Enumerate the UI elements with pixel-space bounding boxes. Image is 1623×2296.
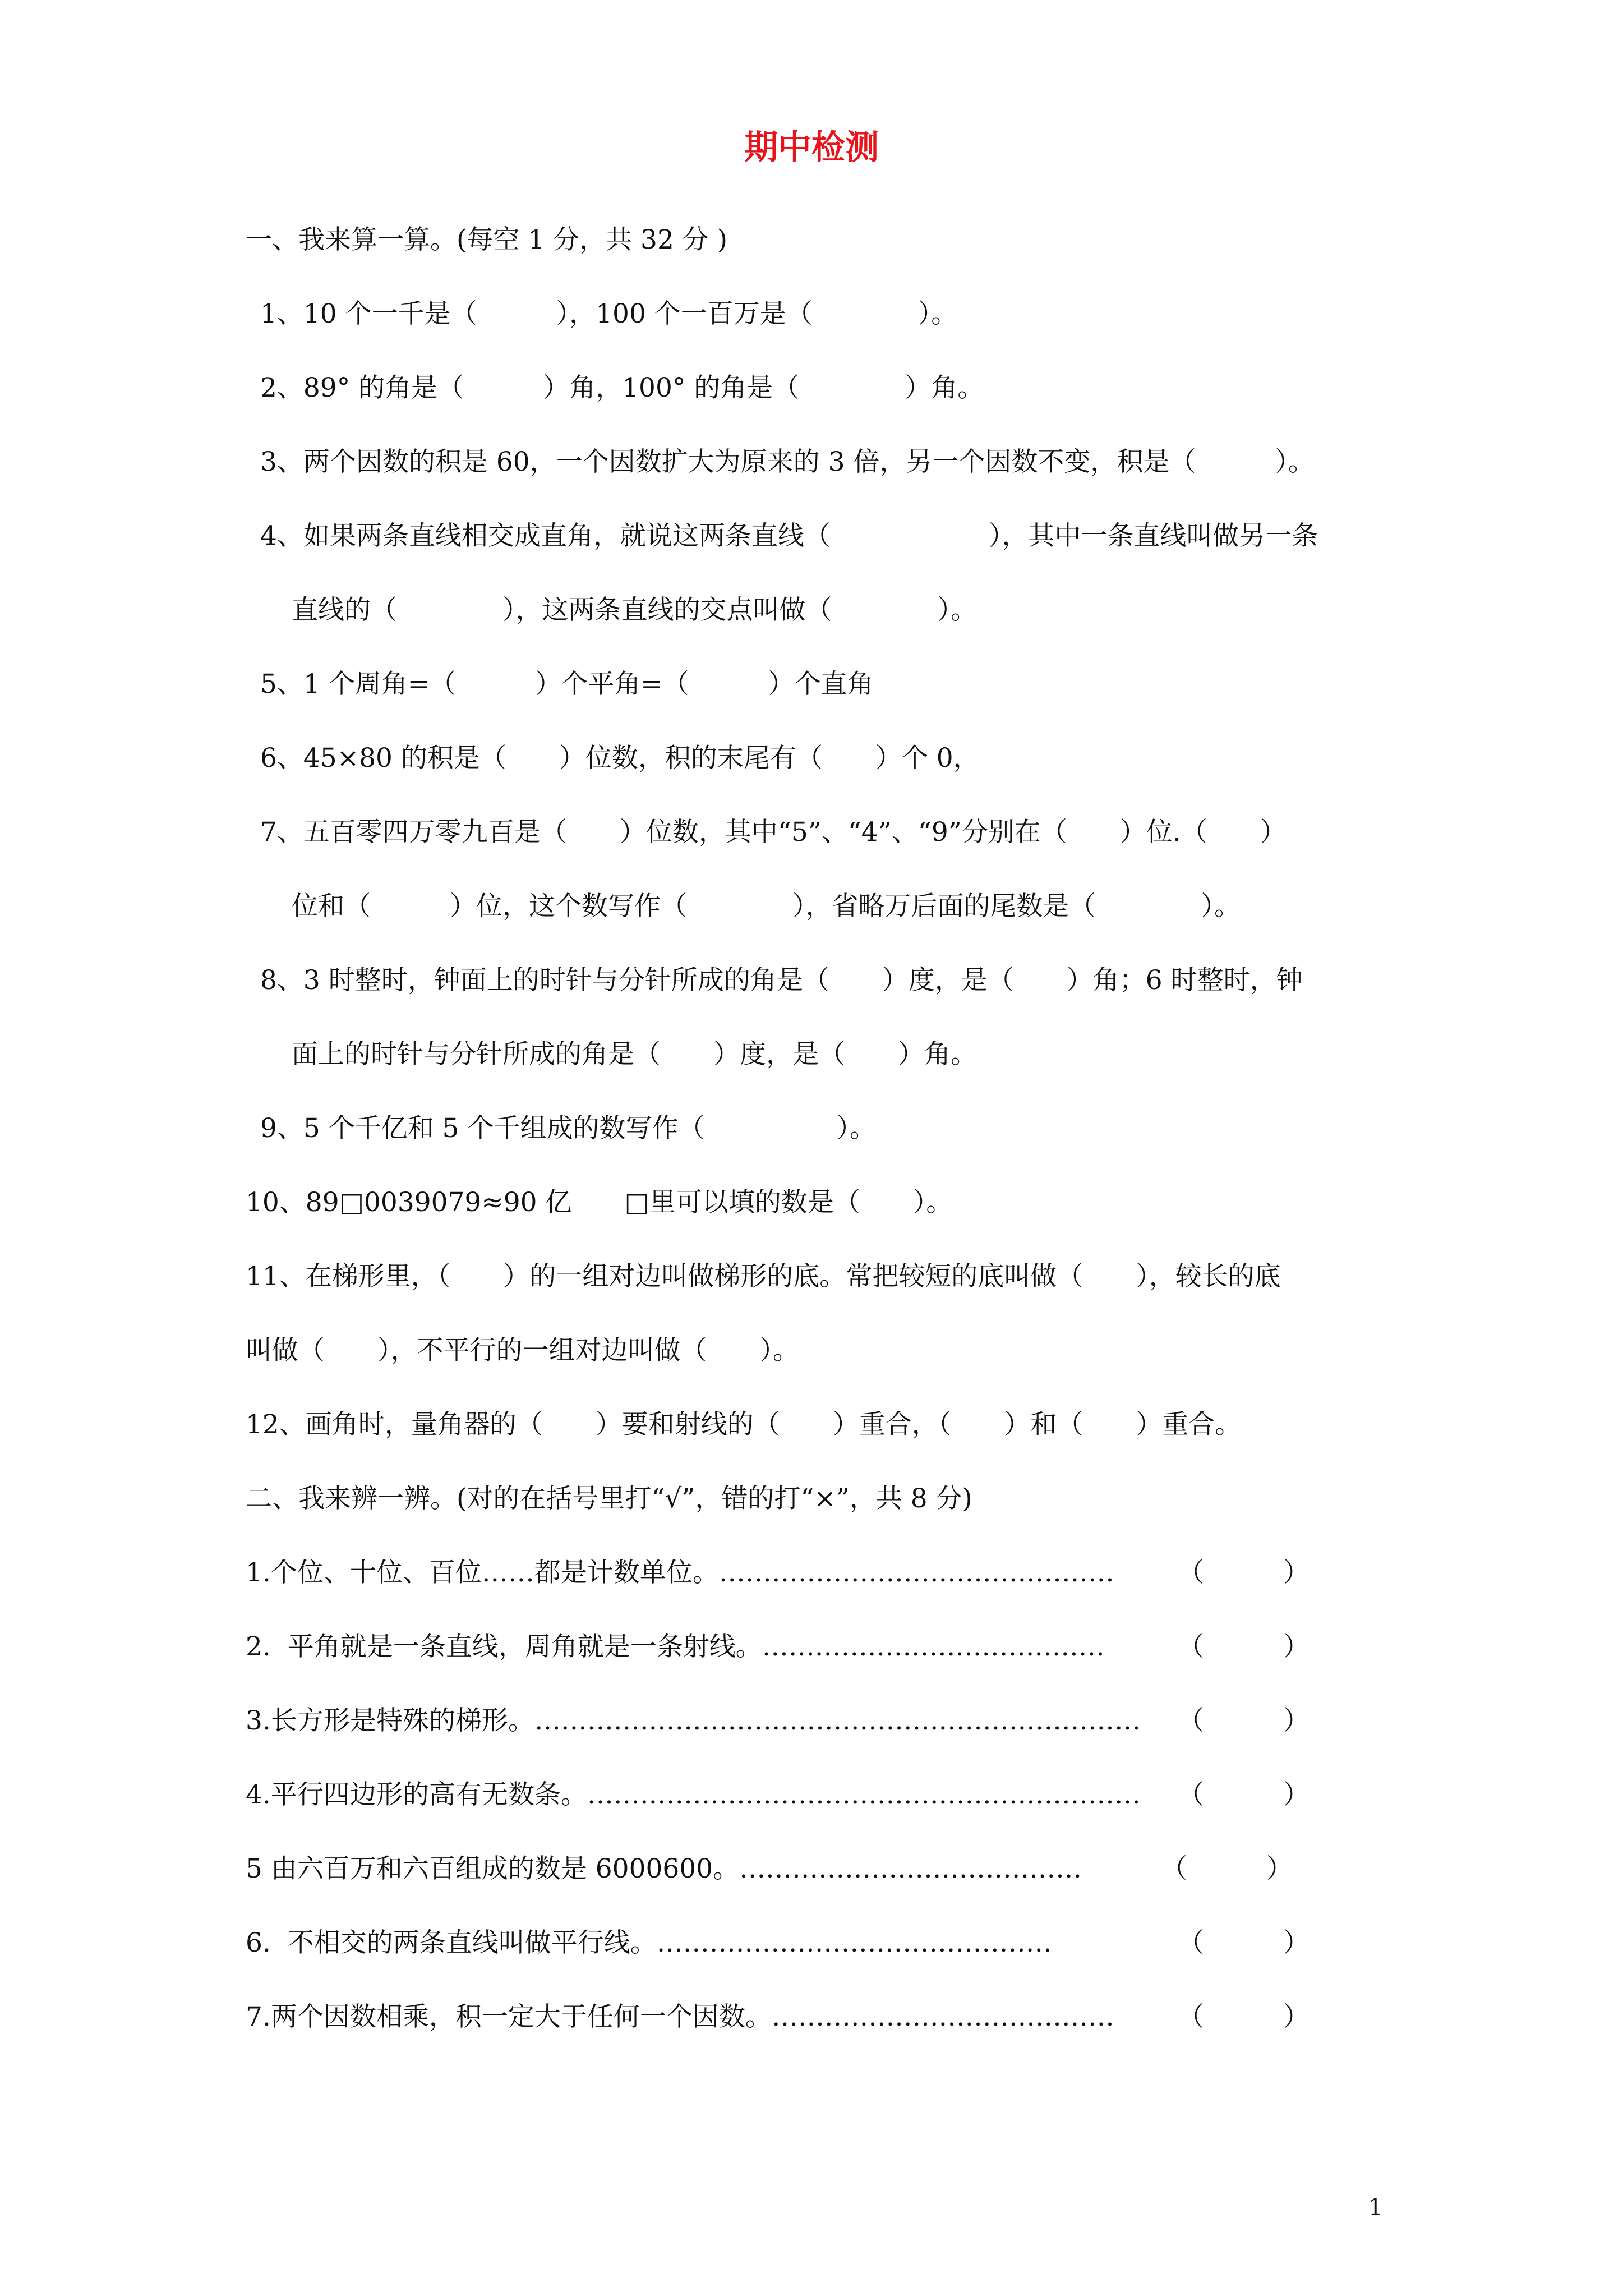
section1-heading: 一、我来算一算。(每空 1 分，共 32 分 ): [246, 224, 728, 255]
question-line: 5、1 个周角=（ ）个平角=（ ）个直角: [260, 669, 874, 700]
question-line: 3、两个因数的积是 60，一个因数扩大为原来的 3 倍，另一个因数不变，积是（ ）。: [260, 447, 1315, 477]
question-line: 7、五百零四万零九百是（ ）位数，其中“5”、“4”、“9”分别在（ ）位.（ ）: [260, 817, 1287, 848]
question-line: 11、在梯形里，（ ）的一组对边叫做梯形的底。常把较短的底叫做（ ），较长的底: [246, 1261, 1281, 1292]
answer-blank[interactable]: （ ）: [1178, 1779, 1310, 1810]
true-false-item: 5 由六百万和六百组成的数是 6000600。…………………………………: [246, 1853, 1082, 1884]
true-false-item: 2. 平角就是一条直线，周角就是一条射线。…………………………………: [246, 1631, 1105, 1662]
page-title: 期中检测: [744, 128, 879, 167]
question-line: 8、3 时整时，钟面上的时针与分针所成的角是（ ）度，是（ ）角；6 时整时，钟: [260, 965, 1303, 996]
answer-blank[interactable]: （ ）: [1178, 1631, 1310, 1662]
question-line: 1、10 个一千是（ ），100 个一百万是（ ）。: [260, 298, 958, 329]
question-line: 直线的（ ），这两条直线的交点叫做（ ）。: [292, 595, 977, 625]
section2-heading: 二、我来辨一辨。(对的在括号里打“√”，错的打“×”，共 8 分): [246, 1483, 972, 1514]
page-number: 1: [1368, 2194, 1383, 2220]
answer-blank[interactable]: （ ）: [1178, 2001, 1310, 2032]
question-line: 2、89° 的角是（ ）角，100° 的角是（ ）角。: [260, 372, 984, 403]
question-line: 6、45×80 的积是（ ）位数，积的末尾有（ ）个 0，: [260, 743, 980, 774]
answer-blank[interactable]: （ ）: [1178, 1557, 1310, 1588]
true-false-item: 4.平行四边形的高有无数条。………………………………………………………: [246, 1779, 1141, 1810]
answer-blank[interactable]: （ ）: [1161, 1853, 1293, 1884]
true-false-item: 1.个位、十位、百位……都是计数单位。………………………………………: [246, 1557, 1114, 1588]
true-false-item: 3.长方形是特殊的梯形。……………………………………………………………: [246, 1705, 1141, 1736]
question-line: 叫做（ ），不平行的一组对边叫做（ ）。: [246, 1335, 799, 1366]
question-line: 4、如果两条直线相交成直角，就说这两条直线（ ），其中一条直线叫做另一条: [260, 521, 1318, 551]
true-false-item: 6. 不相交的两条直线叫做平行线。………………………………………: [246, 1927, 1052, 1958]
question-line: 位和（ ）位，这个数写作（ ），省略万后面的尾数是（ ）。: [292, 891, 1241, 922]
question-line: 10、89□0039079≈90 亿 □里可以填的数是（ ）。: [246, 1187, 953, 1218]
question-line: 面上的时针与分针所成的角是（ ）度，是（ ）角。: [292, 1039, 977, 1070]
question-line: 9、5 个千亿和 5 个千组成的数写作（ ）。: [260, 1113, 877, 1144]
answer-blank[interactable]: （ ）: [1178, 1705, 1310, 1736]
true-false-item: 7.两个因数相乘，积一定大于任何一个因数。…………………………………: [246, 2001, 1114, 2032]
question-line: 12、画角时，量角器的（ ）要和射线的（ ）重合，（ ）和（ ）重合。: [246, 1409, 1242, 1440]
answer-blank[interactable]: （ ）: [1178, 1927, 1310, 1958]
